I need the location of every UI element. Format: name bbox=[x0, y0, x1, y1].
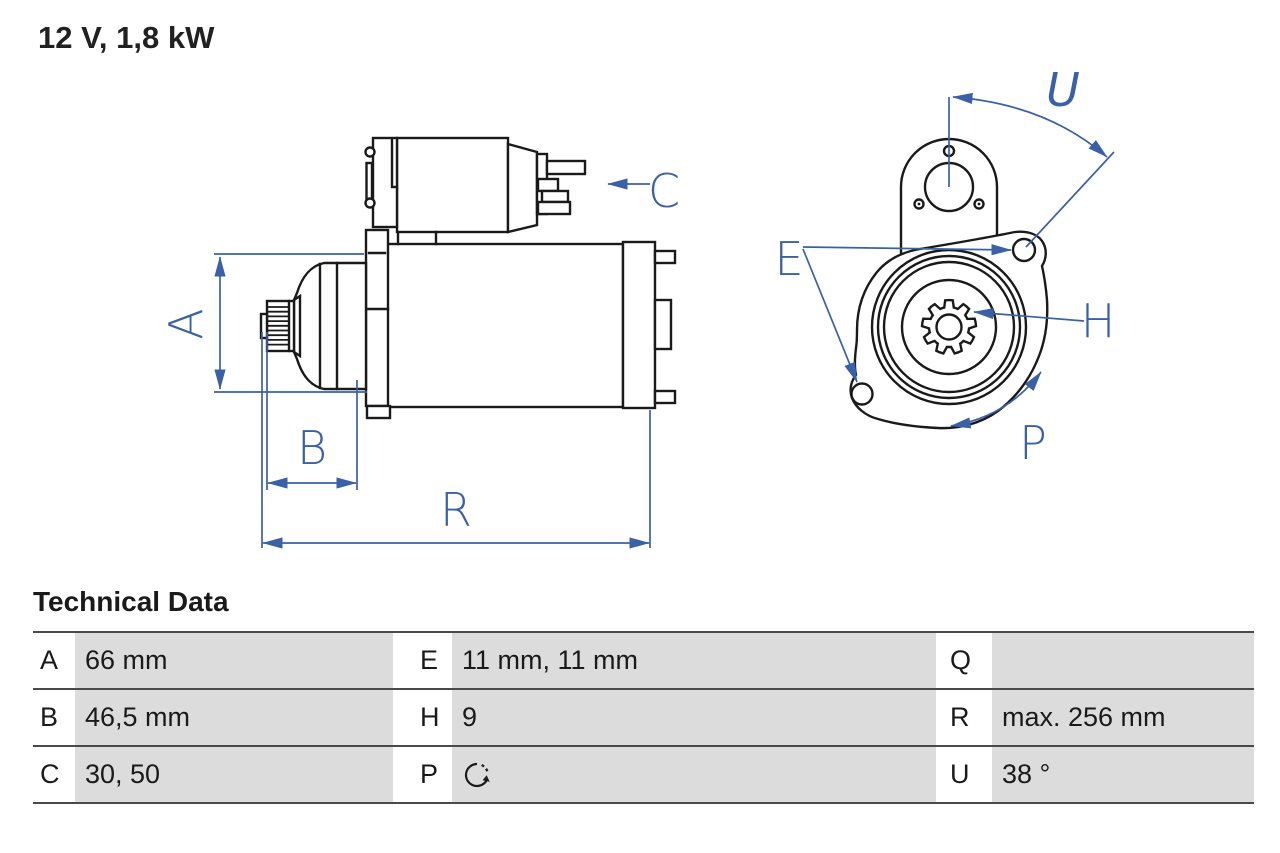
mounting-hole-top-right bbox=[1013, 239, 1035, 261]
table-row bbox=[33, 633, 1254, 690]
spec-key-H: H bbox=[393, 690, 452, 745]
end-cap bbox=[623, 242, 655, 408]
spec-key-U: U bbox=[936, 747, 992, 802]
table-row bbox=[33, 690, 1254, 747]
spec-key-R: R bbox=[936, 690, 992, 745]
page-title: 12 V, 1,8 kW bbox=[38, 20, 215, 55]
spec-value-H: 9 bbox=[452, 690, 936, 745]
label-R: R bbox=[440, 483, 472, 537]
label-B: B bbox=[296, 421, 328, 475]
technical-data-heading: Technical Data bbox=[33, 586, 229, 617]
mounting-flange bbox=[366, 230, 388, 406]
spec-value-C: 30, 50 bbox=[75, 747, 393, 802]
technical-data-table bbox=[33, 631, 1254, 804]
spec-key-P: P bbox=[393, 747, 452, 802]
label-C: C bbox=[647, 164, 681, 218]
label-A: A bbox=[159, 308, 213, 340]
spec-value-A: 66 mm bbox=[75, 633, 393, 688]
rotation-clockwise-icon bbox=[462, 759, 494, 791]
spec-value-U: 38 ° bbox=[992, 747, 1254, 802]
spec-value-B: 46,5 mm bbox=[75, 690, 393, 745]
spec-value-R: max. 256 mm bbox=[992, 690, 1254, 745]
table-row bbox=[33, 747, 1254, 804]
label-P: P bbox=[1019, 416, 1047, 470]
motor-body bbox=[387, 244, 623, 407]
label-U: U bbox=[1046, 63, 1080, 117]
solenoid bbox=[397, 138, 508, 232]
label-E: E bbox=[774, 232, 804, 286]
mounting-hole-bottom-left bbox=[852, 384, 873, 405]
drive-housing bbox=[294, 263, 366, 389]
shaft-bore bbox=[937, 315, 962, 340]
spec-value-Q bbox=[992, 633, 1254, 688]
spec-value-E: 11 mm, 11 mm bbox=[452, 633, 936, 688]
label-H: H bbox=[1080, 294, 1116, 348]
spec-key-Q: Q bbox=[936, 633, 992, 688]
side-view bbox=[261, 138, 675, 418]
spec-key-C: C bbox=[33, 747, 75, 802]
leader-line-E2 bbox=[803, 249, 857, 382]
spec-key-E: E bbox=[393, 633, 452, 688]
spec-key-A: A bbox=[33, 633, 75, 688]
terminal-stud bbox=[547, 161, 585, 174]
spec-key-B: B bbox=[33, 690, 75, 745]
spec-value-P bbox=[452, 747, 936, 802]
